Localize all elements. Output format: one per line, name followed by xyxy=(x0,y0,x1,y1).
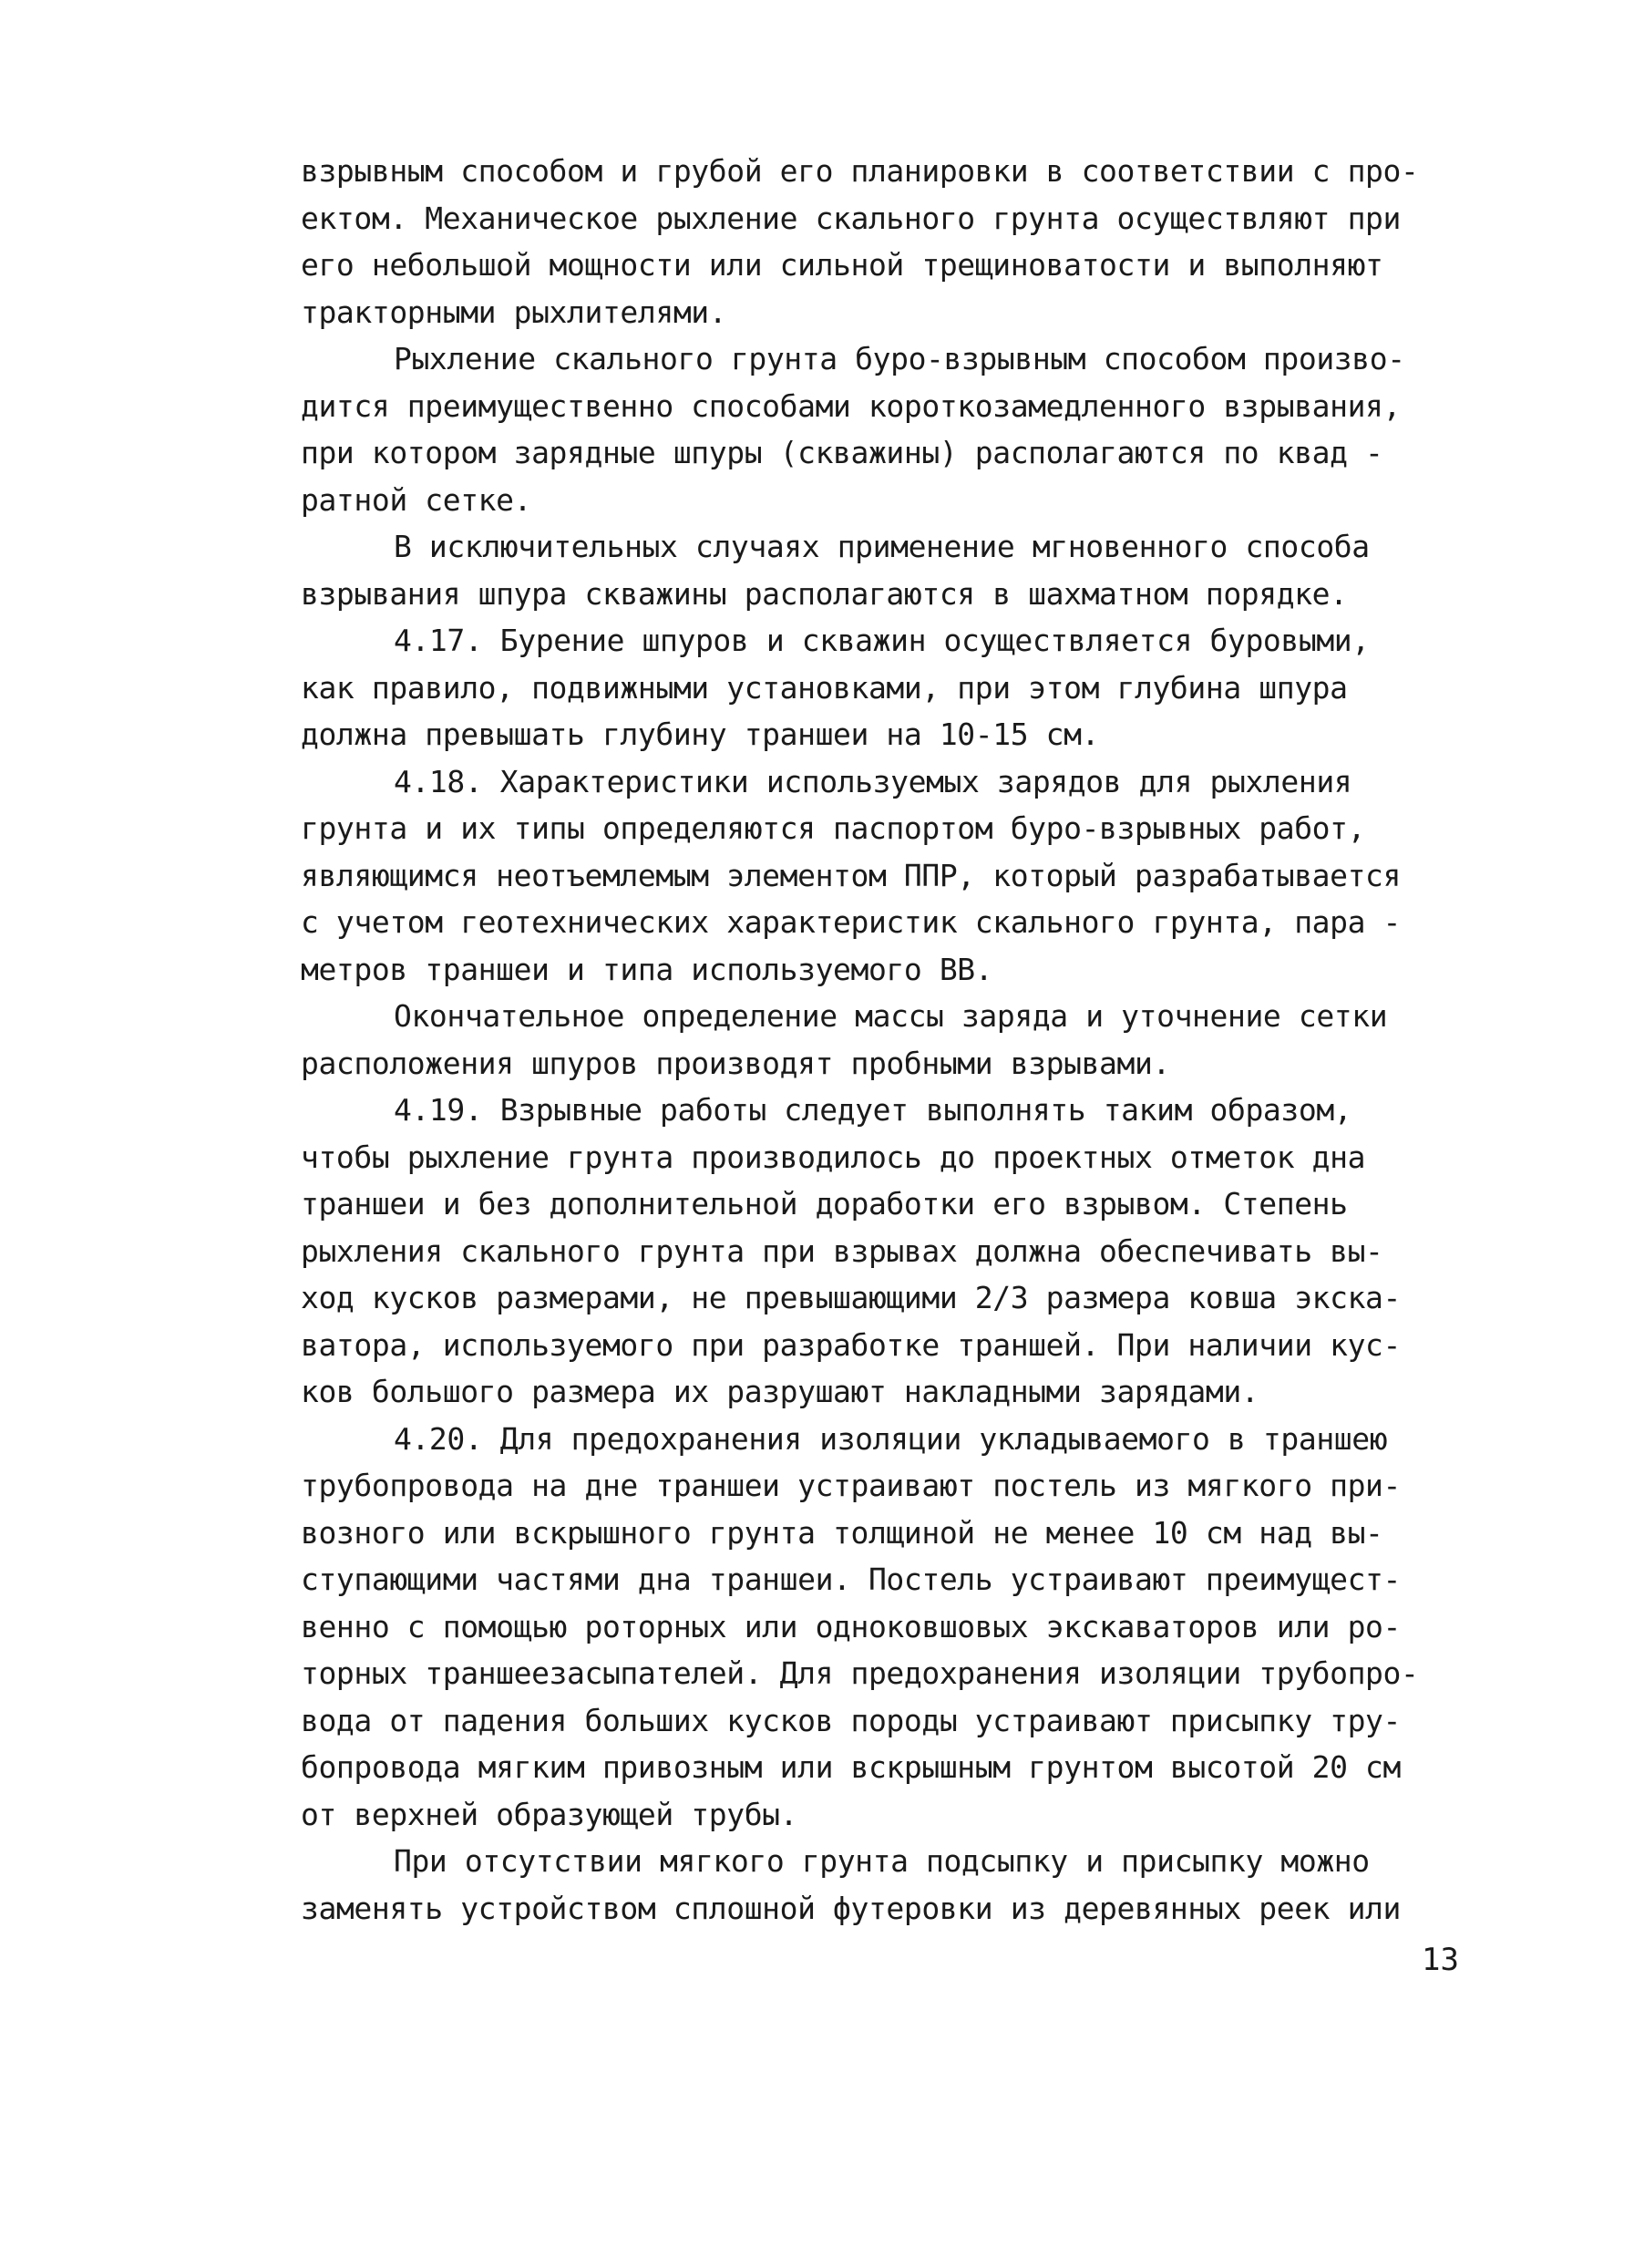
text-line: возного или вскрышного грунта толщиной не менее 10 см над вы- xyxy=(301,1514,1383,1551)
text-line: венно с помощью роторных или одноковшовых экскаваторов или ро- xyxy=(301,1608,1401,1644)
text-line: взрывания шпура скважины располагаются в шахматном порядке. xyxy=(301,575,1348,612)
text-line: трубопровода на дне траншеи устраивают постель из мягкого при- xyxy=(301,1468,1401,1503)
page-number: 13 xyxy=(1422,1942,1459,1978)
text-line: грунта и их типы определяются паспортом буро-взрывных работ, xyxy=(301,810,1366,846)
text-line: расположения шпуров производят пробными взрывами. xyxy=(301,1045,1170,1081)
text-line: 4.20. Для предохранения изоляции укладываемого в траншею xyxy=(394,1420,1388,1457)
text-line: траншеи и без дополнительной доработки его взрывом. Степень xyxy=(301,1186,1348,1222)
text-line: его небольшой мощности или сильной трещиноватости и выполняют xyxy=(301,247,1383,283)
text-line: должна превышать глубину траншеи на 10-15 см. xyxy=(301,716,1100,752)
text-line: Рыхление скального грунта буро-взрывным способом произво- xyxy=(394,341,1405,376)
text-line: Окончательное определение массы заряда и уточнение сетки xyxy=(394,998,1388,1034)
text-line: взрывным способом и грубой его планировки в соответствии с про- xyxy=(301,153,1419,189)
text-line: при котором зарядные шпуры (скважины) располагаются по квад - xyxy=(301,435,1383,470)
text-line: 4.18. Характеристики используемых зарядов для рыхления xyxy=(394,763,1352,799)
text-line: рыхления скального грунта при взрывах должна обеспечивать вы- xyxy=(301,1232,1383,1269)
text-line: ратной сетке. xyxy=(301,481,532,518)
text-line: 4.19. Взрывные работы следует выполнять таким образом, xyxy=(394,1092,1352,1128)
text-line: от верхней образующей трубы. xyxy=(301,1796,798,1832)
body-text xyxy=(301,148,1504,1932)
text-line: 4.17. Бурение шпуров и скважин осуществляется буровыми, xyxy=(394,623,1370,658)
text-line: бопровода мягким привозным или вскрышным грунтом высотой 20 см xyxy=(301,1749,1401,1785)
text-line: ков большого размера их разрушают накладными зарядами. xyxy=(301,1374,1259,1409)
text-line: ектом. Механическое рыхление скального грунта осуществляют при xyxy=(301,200,1401,236)
text-line: В исключительных случаях применение мгновенного способа xyxy=(394,529,1370,564)
text-line: чтобы рыхление грунта производилось до проектных отметок дна xyxy=(301,1139,1366,1175)
text-line: При отсутствии мягкого грунта подсыпку и присыпку можно xyxy=(394,1843,1370,1879)
text-line: дится преимущественно способами короткозамедленного взрывания, xyxy=(301,387,1401,424)
text-line: метров траншеи и типа используемого ВВ. xyxy=(301,951,993,987)
text-line: тракторными рыхлителями. xyxy=(301,294,727,330)
text-line: с учетом геотехнических характеристик скального грунта, пара - xyxy=(301,904,1401,940)
text-line: ступающими частями дна траншеи. Постель устраивают преимущест- xyxy=(301,1562,1401,1597)
text-line: ватора, используемого при разработке траншей. При наличии кус- xyxy=(301,1326,1401,1363)
text-line: как правило, подвижными установками, при этом глубина шпура xyxy=(301,669,1348,706)
text-line: заменять устройством сплошной футеровки из деревянных реек или xyxy=(301,1890,1401,1926)
text-line: торных траншеезасыпателей. Для предохранения изоляции трубопро- xyxy=(301,1655,1419,1691)
text-line: вода от падения больших кусков породы устраивают присыпку тру- xyxy=(301,1702,1401,1738)
text-line: ход кусков размерами, не превышающими 2/3 размера ковша экска- xyxy=(301,1280,1401,1315)
text-line: являющимся неотъемлемым элементом ППР, который разрабатывается xyxy=(301,857,1401,893)
